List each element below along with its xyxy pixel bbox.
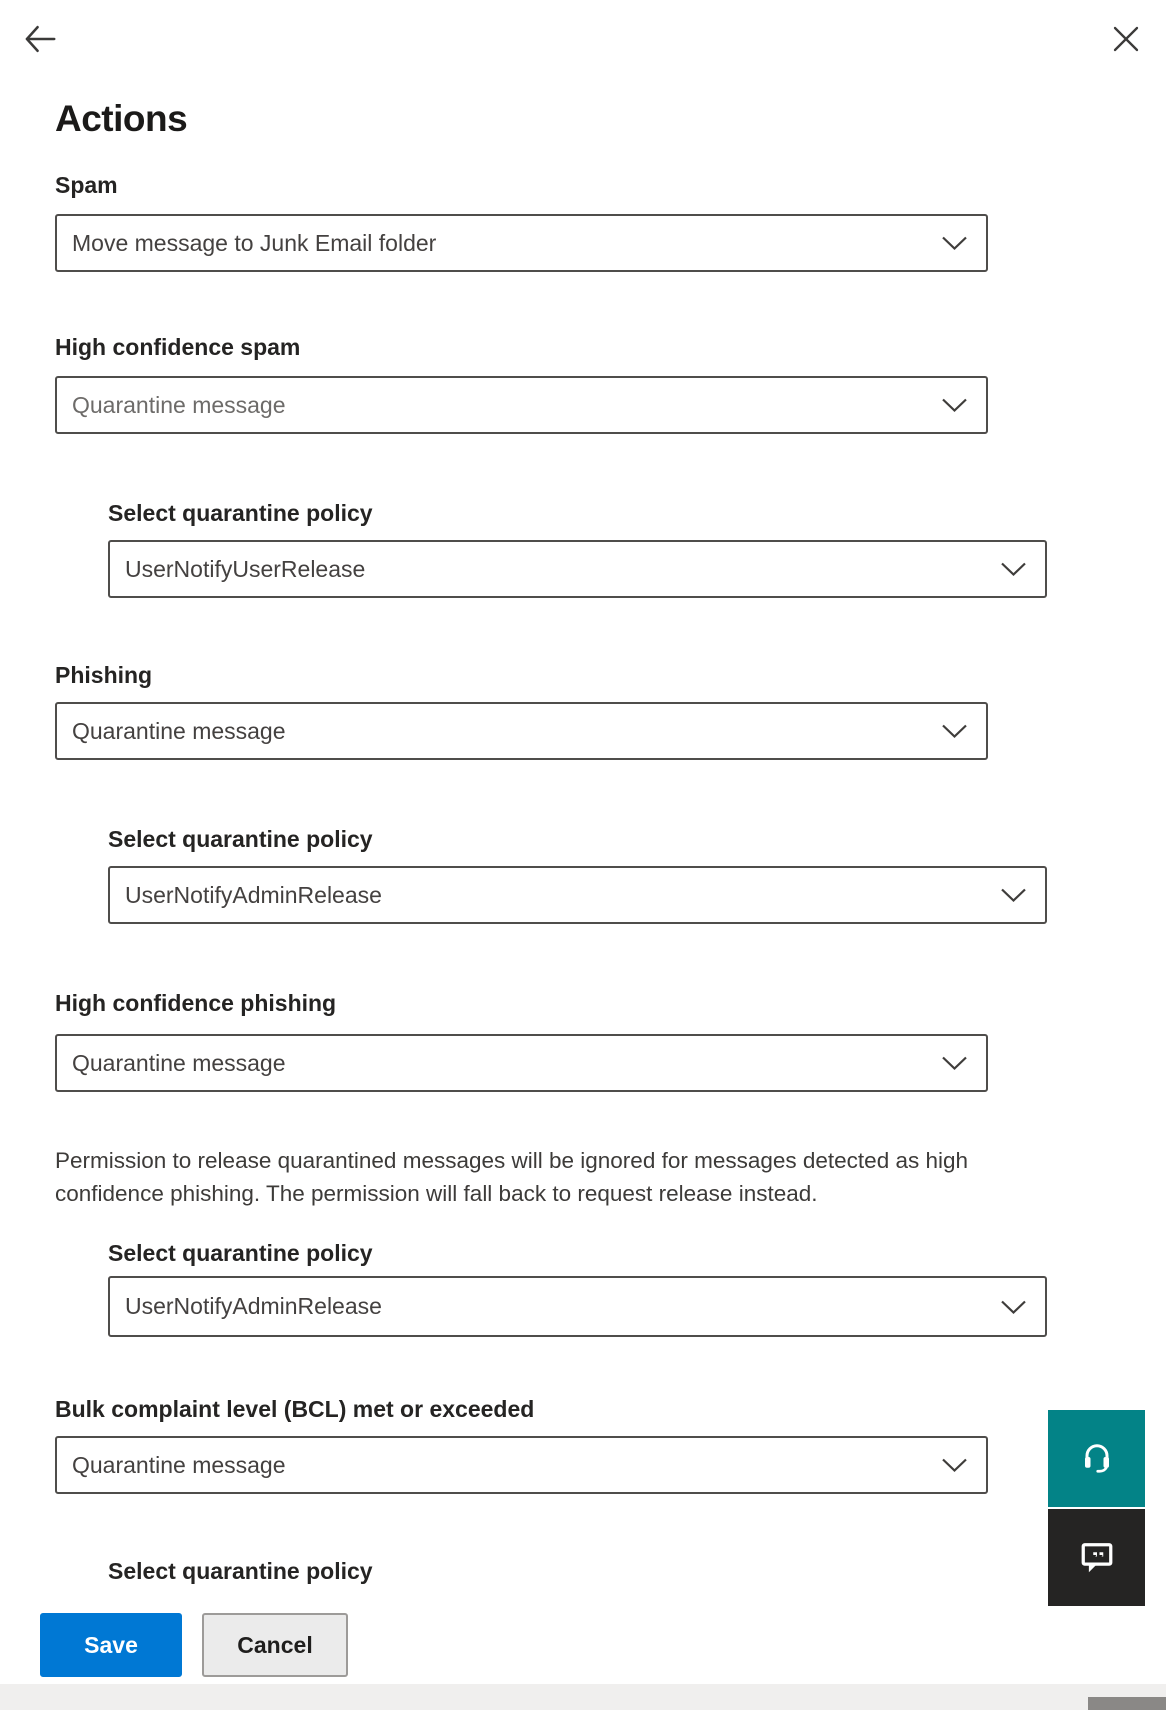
spam-action-dropdown[interactable] bbox=[55, 214, 988, 272]
hcs-quarantine-policy-dropdown[interactable] bbox=[108, 540, 1047, 598]
hcp-permission-note: Permission to release quarantined messages will be ignored for messages detected as high confidence phishing. The permission will fall back to request release instead. bbox=[55, 1148, 969, 1206]
high-confidence-phishing-label: High confidence phishing bbox=[55, 990, 337, 1016]
bcl-quarantine-policy-label-clipped bbox=[108, 1558, 373, 1585]
phishing-label: Phishing bbox=[55, 662, 153, 688]
arrow-left-icon bbox=[21, 20, 59, 61]
bottom-scroll-track bbox=[0, 1684, 1166, 1710]
chevron-down-icon bbox=[1000, 1299, 1027, 1314]
bcl-label: Bulk complaint level (BCL) met or exceeded bbox=[55, 1396, 535, 1422]
bcl-action-dropdown[interactable] bbox=[55, 1436, 988, 1494]
close-button[interactable] bbox=[1104, 18, 1148, 62]
feedback-button[interactable] bbox=[1048, 1509, 1145, 1606]
headset-icon bbox=[1077, 1437, 1117, 1480]
hcp-quarantine-policy-value: UserNotifyAdminRelease bbox=[125, 1293, 382, 1319]
high-confidence-spam-action-dropdown[interactable] bbox=[55, 376, 988, 434]
chevron-down-icon bbox=[941, 398, 968, 413]
chevron-down-icon bbox=[941, 236, 968, 251]
cancel-button[interactable]: Cancel bbox=[202, 1613, 348, 1677]
high-confidence-spam-label: High confidence spam bbox=[55, 334, 301, 360]
bcl-quarantine-policy-label: Select quarantine policy bbox=[108, 1558, 373, 1584]
bcl-action-value: Quarantine message bbox=[72, 1451, 286, 1478]
hcp-quarantine-policy-dropdown[interactable] bbox=[108, 1276, 1047, 1337]
chevron-down-icon bbox=[941, 724, 968, 739]
help-button[interactable] bbox=[1048, 1410, 1145, 1507]
page-title: Actions bbox=[55, 98, 188, 139]
chevron-down-icon bbox=[1000, 888, 1027, 903]
spam-action-value: Move message to Junk Email folder bbox=[72, 229, 437, 256]
hcs-quarantine-policy-label: Select quarantine policy bbox=[108, 500, 373, 526]
phishing-action-dropdown[interactable] bbox=[55, 702, 988, 760]
phishing-quarantine-policy-value: UserNotifyAdminRelease bbox=[125, 881, 382, 908]
high-confidence-phishing-action-value: Quarantine message bbox=[72, 1049, 286, 1076]
chevron-down-icon bbox=[941, 1056, 968, 1071]
phishing-action-value: Quarantine message bbox=[72, 717, 286, 744]
save-button[interactable]: Save bbox=[40, 1613, 182, 1677]
chevron-down-icon bbox=[1000, 562, 1027, 577]
high-confidence-spam-action-value: Quarantine message bbox=[72, 391, 286, 418]
phishing-quarantine-policy-label: Select quarantine policy bbox=[108, 826, 373, 852]
phishing-quarantine-policy-dropdown[interactable] bbox=[108, 866, 1047, 924]
close-x-icon bbox=[1111, 24, 1141, 57]
hcp-quarantine-policy-label: Select quarantine policy bbox=[108, 1240, 373, 1266]
hcs-quarantine-policy-value: UserNotifyUserRelease bbox=[125, 555, 366, 582]
chevron-down-icon bbox=[941, 1458, 968, 1473]
spam-label: Spam bbox=[55, 172, 118, 198]
back-button[interactable] bbox=[18, 18, 62, 62]
footer-bar bbox=[0, 1588, 1166, 1684]
scrollbar-thumb[interactable] bbox=[1088, 1697, 1166, 1710]
chat-bubble-icon bbox=[1077, 1536, 1117, 1579]
high-confidence-phishing-action-dropdown[interactable] bbox=[55, 1034, 988, 1092]
